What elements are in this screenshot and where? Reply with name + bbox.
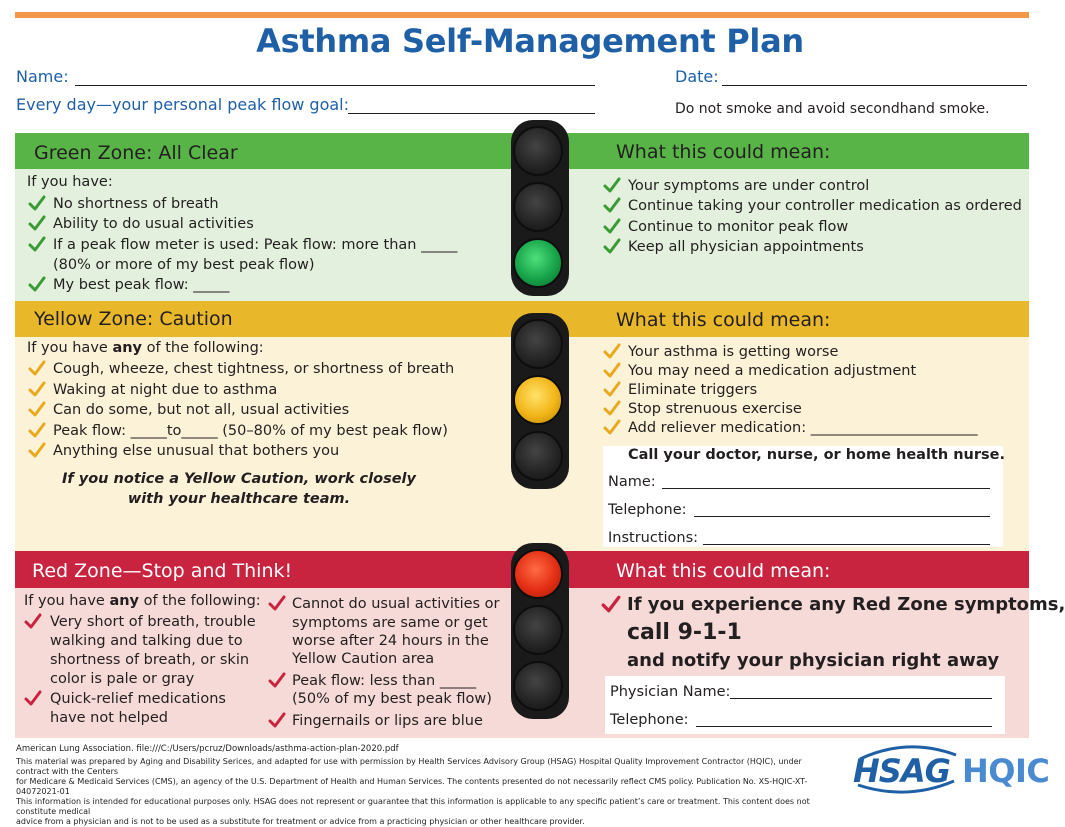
- checkmark-icon: [24, 612, 42, 630]
- yellow-item: Waking at night due to asthma: [53, 382, 278, 398]
- red-col2-item1-line: symptoms are same or get: [292, 615, 488, 631]
- checkmark-icon: [268, 671, 286, 689]
- lamp-off: [513, 126, 563, 176]
- yellow-mean-item: Stop strenuous exercise: [628, 401, 802, 417]
- contact-instructions-label: Instructions:: [608, 530, 699, 546]
- name-field[interactable]: [75, 68, 595, 86]
- green-item: My best peak flow: _____: [53, 277, 230, 293]
- checkmark-icon: [603, 342, 621, 360]
- checkmark-icon: [603, 237, 621, 255]
- red-col2-item1-line: Yellow Caution area: [292, 651, 435, 667]
- green-item: No shortness of breath: [53, 196, 219, 212]
- red-col2-item1-line: worse after 24 hours in the: [292, 633, 489, 649]
- checkmark-icon: [603, 196, 621, 214]
- contact-telephone-field[interactable]: [694, 516, 990, 517]
- traffic-light-icon: [511, 543, 569, 719]
- yellow-item: Peak flow: _____to_____ (50–80% of my best peak flow): [53, 423, 448, 439]
- red-intro: If you have any of the following:: [24, 593, 261, 609]
- green-mean-item: Your symptoms are under control: [628, 178, 870, 194]
- checkmark-icon: [603, 217, 621, 235]
- yellow-mean-item: Add reliever medication: _______________________: [628, 420, 978, 436]
- checkmark-icon: [268, 711, 286, 729]
- checkmark-icon: [28, 400, 46, 418]
- green-item: If a peak flow meter is used: Peak flow: more than _____: [53, 237, 458, 253]
- contact-name-label: Name:: [608, 474, 656, 490]
- checkmark-icon: [268, 594, 286, 612]
- yellow-notice-line1: If you notice a Yellow Caution, work closely: [62, 471, 416, 487]
- red-emergency-call: call 9-1-1: [627, 620, 742, 645]
- checkmark-icon: [28, 235, 46, 253]
- checkmark-icon: [28, 441, 46, 459]
- checkmark-icon: [603, 361, 621, 379]
- contact-instructions-field[interactable]: [703, 544, 990, 545]
- yellow-item: Cough, wheeze, chest tightness, or shortness of breath: [53, 361, 455, 377]
- red-col1-item2-line: have not helped: [50, 710, 169, 726]
- red-col1-item2-line: Quick-relief medications: [50, 691, 226, 707]
- green-mean-item: Continue taking your controller medication as ordered: [628, 198, 1022, 214]
- red-col2-item3-line: Fingernails or lips are blue: [292, 713, 483, 729]
- page-title: Asthma Self-Management Plan: [256, 22, 804, 60]
- red-col1-item1-line: color is pale or gray: [50, 671, 195, 687]
- traffic-light-icon: [511, 313, 569, 489]
- yellow-notice-line2: with your healthcare team.: [127, 491, 351, 507]
- red-emergency-line1: If you experience any Red Zone symptoms,: [627, 594, 1065, 615]
- hsag-logo: HSAG: [853, 752, 950, 790]
- physician-name-label: Physician Name:: [610, 684, 731, 700]
- yellow-lamp-on: [513, 375, 563, 425]
- checkmark-icon: [28, 214, 46, 232]
- red-emergency-line3: and notify your physician right away: [627, 650, 1000, 671]
- yellow-zone-title: Yellow Zone: Caution: [34, 308, 233, 330]
- checkmark-icon: [28, 380, 46, 398]
- green-item: Ability to do usual activities: [53, 216, 254, 232]
- red-col2-item1-line: Cannot do usual activities or: [292, 596, 500, 612]
- green-mean-item: Keep all physician appointments: [628, 239, 864, 255]
- name-label: Name:: [16, 67, 69, 86]
- green-item: (80% or more of my best peak flow): [53, 257, 315, 273]
- yellow-mean-item: You may need a medication adjustment: [628, 363, 917, 379]
- green-mean-item: Continue to monitor peak flow: [628, 219, 849, 235]
- footer-source: American Lung Association. file:///C:/Users/pcruz/Downloads/asthma-action-plan-2020.pdf: [16, 744, 399, 754]
- red-col1-item1-line: shortness of breath, or skin: [50, 652, 250, 668]
- red-col1-item1-line: walking and talking due to: [50, 633, 243, 649]
- red-col2-item2-line: (50% of my best peak flow): [292, 691, 492, 707]
- physician-name-field[interactable]: [730, 698, 992, 699]
- traffic-light-icon: [511, 120, 569, 296]
- checkmark-icon: [603, 399, 621, 417]
- green-zone-title: Green Zone: All Clear: [34, 142, 238, 164]
- top-accent-bar: [15, 12, 1029, 18]
- date-field[interactable]: [722, 68, 1027, 86]
- checkmark-icon: [24, 689, 42, 707]
- peak-flow-goal-label: Every day—your personal peak flow goal:: [16, 95, 350, 114]
- checkmark-icon: [28, 194, 46, 212]
- checkmark-icon: [603, 380, 621, 398]
- yellow-mean-item: Eliminate triggers: [628, 382, 758, 398]
- yellow-item: Anything else unusual that bothers you: [53, 443, 340, 459]
- lamp-off: [513, 182, 563, 232]
- footer-disclaimer: This material was prepared by Aging and Disability Serices, and adapted for use with permission by Health Services Advisory Group (HSAG) Hospital Quality Improvement Contractor (HQIC), under contract with the Centers for Medicare & Medicaid Services (CMS), an agency of the U.S. Department of Health and Human Services. The contents presented do not necessarily reflect CMS policy. Publication No. XS-HQIC-XT-04072021-01 This information is intended for educational purposes only. HSAG does not represent or guarantee that this information is applicable to any specific patient’s care or treatment. This content does not constitute medical advice from a physician and is not to be used as a substitute for treatment or advice from a practicing physician or other healthcare provider.: [16, 757, 810, 826]
- checkmark-icon: [28, 421, 46, 439]
- contact-telephone-label: Telephone:: [608, 502, 687, 518]
- red-mean-title: What this could mean:: [616, 560, 831, 582]
- yellow-intro: If you have any of the following:: [27, 340, 264, 356]
- red-lamp-on: [513, 549, 563, 599]
- physician-telephone-label: Telephone:: [610, 712, 689, 728]
- red-col1-item1-line: Very short of breath, trouble: [50, 614, 256, 630]
- checkmark-icon: [28, 359, 46, 377]
- lamp-off: [513, 605, 563, 655]
- green-lamp-on: [513, 238, 563, 288]
- red-zone-title: Red Zone—Stop and Think!: [32, 560, 293, 582]
- red-col2-item2-line: Peak flow: less than _____: [292, 673, 477, 689]
- yellow-mean-title: What this could mean:: [616, 309, 831, 331]
- call-doctor-title: Call your doctor, nurse, or home health nurse.: [628, 447, 1005, 463]
- checkmark-icon: [28, 275, 46, 293]
- hqic-logo: HQIC: [962, 752, 1050, 790]
- green-intro: If you have:: [27, 174, 113, 190]
- checkmark-icon: [603, 418, 621, 436]
- checkmark-icon: [601, 594, 621, 614]
- lamp-off: [513, 319, 563, 369]
- green-mean-title: What this could mean:: [616, 141, 831, 163]
- date-label: Date:: [675, 67, 719, 86]
- yellow-item: Can do some, but not all, usual activities: [53, 402, 350, 418]
- checkmark-icon: [603, 176, 621, 194]
- yellow-mean-item: Your asthma is getting worse: [628, 344, 839, 360]
- lamp-off: [513, 431, 563, 481]
- smoke-note: Do not smoke and avoid secondhand smoke.: [675, 101, 990, 117]
- contact-name-field[interactable]: [662, 488, 990, 489]
- lamp-off: [513, 661, 563, 711]
- physician-telephone-field[interactable]: [696, 726, 992, 727]
- peak-flow-goal-field[interactable]: [348, 96, 595, 114]
